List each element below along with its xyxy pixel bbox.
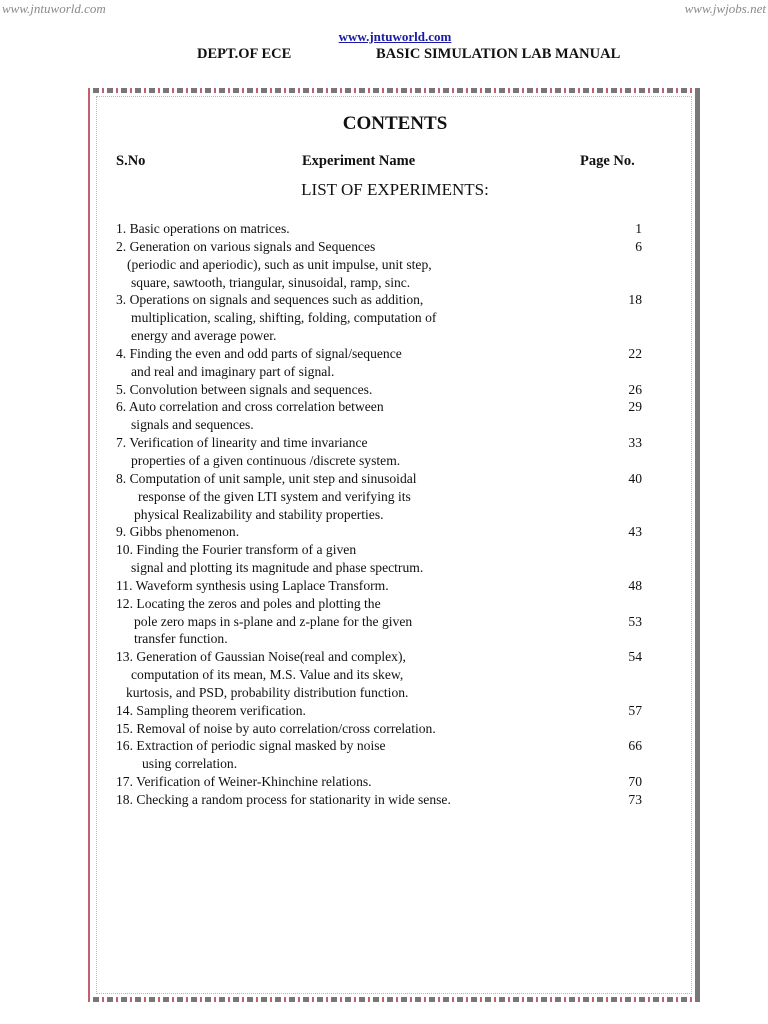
column-header-sno: S.No	[116, 153, 146, 169]
line-page: 26	[628, 381, 642, 397]
line-text: 1. Basic operations on matrices.	[116, 221, 290, 236]
list-line	[0, 773, 768, 791]
list-line	[0, 309, 768, 327]
list-line	[0, 737, 768, 755]
list-title: LIST OF EXPERIMENTS:	[301, 180, 489, 199]
contents-title: CONTENTS	[342, 113, 448, 134]
line-text: response of the given LTI system and verifying its	[138, 488, 411, 504]
list-line	[0, 345, 768, 363]
line-page: 57	[628, 702, 642, 718]
line-text: 12. Locating the zeros and poles and plotting the	[116, 595, 381, 611]
list-line	[0, 791, 768, 809]
list-line	[0, 398, 768, 416]
line-text: computation of its mean, M.S. Value and its skew,	[131, 667, 404, 683]
list-line	[0, 595, 768, 613]
list-line	[0, 720, 768, 738]
line-page: 40	[628, 470, 642, 486]
line-text: energy and average power.	[131, 328, 277, 344]
line-page: 54	[628, 649, 642, 665]
line-text: 10. Finding the Fourier transform of a given	[116, 542, 357, 558]
column-header-page: Page No.	[580, 153, 635, 169]
list-line	[0, 630, 768, 648]
experiment-list	[0, 220, 768, 809]
list-line	[0, 613, 768, 631]
line-page: 29	[628, 399, 642, 415]
list-line	[0, 666, 768, 684]
line-page: 1	[635, 221, 642, 236]
line-text: 5. Convolution between signals and sequences.	[116, 381, 373, 397]
list-line	[0, 274, 768, 292]
line-text: 15. Removal of noise by auto correlation/cross correlation.	[116, 720, 436, 736]
line-text: 16. Extraction of periodic signal masked by noise	[116, 738, 386, 754]
line-text: 4. Finding the even and odd parts of signal/sequence	[116, 345, 402, 361]
list-line	[0, 470, 768, 488]
list-line	[0, 256, 768, 274]
list-line	[0, 291, 768, 309]
line-text: 6. Auto correlation and cross correlation between	[116, 399, 384, 415]
list-line	[0, 452, 768, 470]
line-text: properties of a given continuous /discrete system.	[131, 452, 401, 468]
line-text: and real and imaginary part of signal.	[131, 363, 335, 379]
column-header-name: Experiment Name	[302, 153, 416, 169]
list-line	[0, 559, 768, 577]
line-text: (periodic and aperiodic), such as unit impulse, unit step,	[127, 256, 432, 272]
dept-label: DEPT.OF ECE	[197, 46, 292, 62]
line-text: 3. Operations on signals and sequences such as addition,	[116, 292, 424, 308]
line-text: 9. Gibbs phenomenon.	[116, 524, 240, 540]
list-line	[0, 755, 768, 773]
line-page: 48	[628, 577, 642, 593]
list-line	[0, 523, 768, 541]
list-line	[0, 506, 768, 524]
line-text: 2. Generation on various signals and Sequences	[116, 238, 376, 254]
line-text: 14. Sampling theorem verification.	[116, 702, 306, 718]
line-page: 33	[628, 435, 642, 451]
line-text: pole zero maps in s-plane and z-plane for the given	[134, 613, 413, 629]
list-line	[0, 381, 768, 399]
line-page: 22	[628, 345, 642, 361]
line-page: 6	[635, 238, 642, 254]
header-link[interactable]: www.jntuworld.com	[338, 29, 452, 44]
list-line	[0, 363, 768, 381]
line-text: physical Realizability and stability properties.	[134, 506, 384, 522]
line-text: using correlation.	[142, 756, 238, 772]
line-page: 73	[628, 792, 642, 807]
line-text: square, sawtooth, triangular, sinusoidal, ramp, sinc.	[131, 274, 411, 290]
line-text: 11. Waveform synthesis using Laplace Transform.	[116, 577, 389, 593]
line-page: 18	[628, 292, 642, 308]
line-page: 53	[628, 613, 642, 629]
line-page: 43	[628, 524, 642, 540]
watermark-right: www.jwjobs.net	[684, 1, 766, 16]
line-text: 13. Generation of Gaussian Noise(real and complex),	[116, 649, 406, 665]
list-line	[0, 702, 768, 720]
list-line	[0, 220, 768, 238]
line-text: signals and sequences.	[131, 417, 254, 433]
list-line	[0, 541, 768, 559]
line-page: 70	[628, 774, 642, 790]
list-line	[0, 648, 768, 666]
line-page: 66	[628, 738, 642, 754]
line-text: signal and plotting its magnitude and phase spectrum.	[131, 560, 424, 576]
line-text: 17. Verification of Weiner-Khinchine relations.	[116, 774, 372, 790]
manual-title: BASIC SIMULATION LAB MANUAL	[376, 46, 621, 62]
line-text: transfer function.	[134, 631, 228, 647]
list-line	[0, 488, 768, 506]
line-text: 7. Verification of linearity and time invariance	[116, 435, 368, 451]
line-text: kurtosis, and PSD, probability distribution function.	[126, 684, 409, 700]
line-text: 8. Computation of unit sample, unit step and sinusoidal	[116, 470, 417, 486]
list-line	[0, 684, 768, 702]
line-text: multiplication, scaling, shifting, folding, computation of	[131, 310, 437, 326]
list-line	[0, 327, 768, 345]
list-line	[0, 416, 768, 434]
list-line	[0, 577, 768, 595]
line-text: 18. Checking a random process for stationarity in wide sense.	[116, 792, 451, 807]
watermark-left: www.jntuworld.com	[2, 1, 106, 16]
list-line	[0, 238, 768, 256]
list-line	[0, 434, 768, 452]
